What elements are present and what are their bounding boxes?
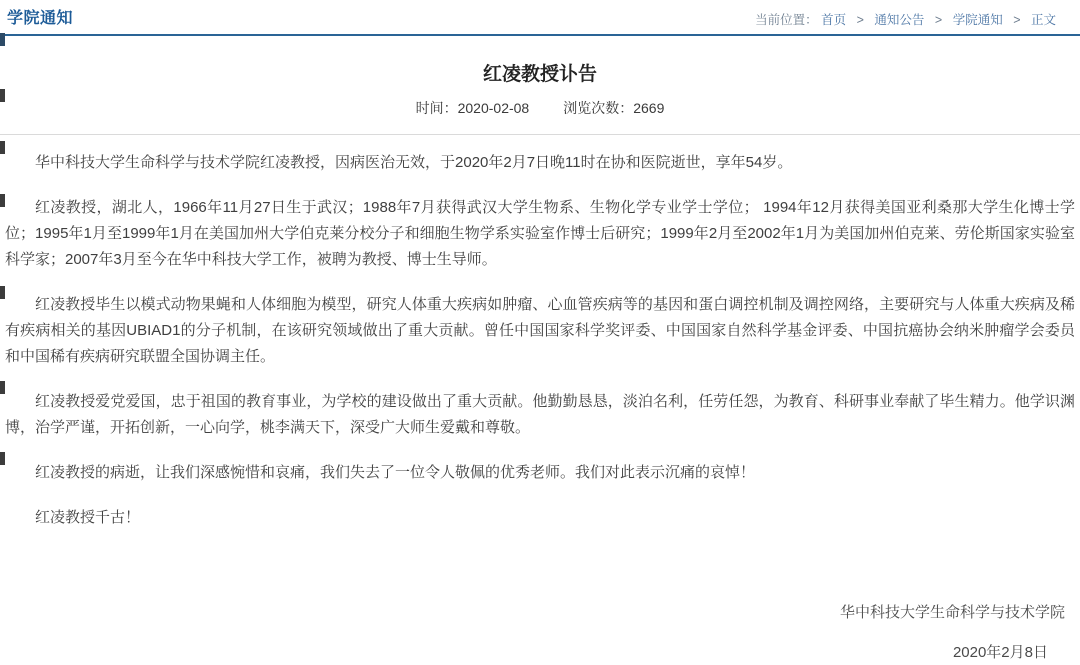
paragraph-biography: 红凌教授，湖北人，1966年11月27日生于武汉；1988年7月获得武汉大学生物系、生物化学专业学士学位； 1994年12月获得美国亚利桑那大学生化博士学位；1995年1月至1999年1月在美国加州大学伯克莱分校分子和细胞生物学系实验室作博士后研究；1999年2月至2002年1月为美国加州伯克莱、劳伦斯国家实验室科学家；2007年3月至今在华中科技大学工作，被聘为教授、博士生导师。: [5, 199, 1075, 268]
signature-date: 2020年2月8日: [952, 644, 1048, 661]
article-title: 红凌教授讣告: [482, 64, 597, 85]
paragraph-research: 红凌教授毕生以模式动物果蝇和人体细胞为模型，研究人体重大疾病如肿瘤、心血管疾病等的基因和蛋白调控机制及调控网络，主要研究与人体重大疾病及稀有疾病相关的基因UBIAD1的分子机制，在该研究领域做出了重大贡献。曾任中国国家科学奖评委、中国国家自然科学基金评委、中国抗癌协会纳米肿瘤学会委员和中国稀有疾病研究联盟全国协调主任。: [5, 296, 1075, 365]
breadcrumb-item-college-notices[interactable]: 学院通知: [952, 13, 1003, 27]
breadcrumb-separator: >: [856, 13, 864, 27]
notice-article: [0, 62, 1080, 662]
breadcrumb-label: 当前位置：: [755, 13, 818, 27]
article-meta: [0, 98, 1080, 118]
paragraph-character: 红凌教授爱党爱国，忠于祖国的教育事业，为学校的建设做出了重大贡献。他勤勤恳恳，淡泊名利，任劳任怨，为教育、科研事业奉献了毕生精力。他学识渊博，治学严谨，开拓创新，一心向学，桃李满天下，深受广大师生爱戴和尊敬。: [5, 393, 1075, 436]
breadcrumb-separator: >: [1013, 13, 1021, 27]
breadcrumb-item-announcements[interactable]: 通知公告: [874, 13, 925, 27]
edge-artifact: [0, 381, 5, 394]
edge-artifact: [0, 452, 5, 465]
edge-artifact: [0, 194, 5, 207]
views-label: 浏览次数：: [563, 100, 634, 116]
breadcrumb: [755, 10, 1056, 28]
edge-artifact: [0, 33, 5, 46]
signature: 华中科技大学生命科学与技术学院: [839, 604, 1065, 621]
views-value: 2669: [633, 100, 665, 116]
page-title: 学院通知: [7, 10, 74, 27]
edge-artifact: [0, 89, 5, 102]
article-body: [0, 135, 1080, 531]
breadcrumb-item-home[interactable]: 首页: [821, 13, 847, 27]
paragraph-intro: 华中科技大学生命科学与技术学院红凌教授，因病医治无效，于2020年2月7日晚11时在协和医院逝世，享年54岁。: [35, 154, 793, 171]
top-bar: [0, 0, 1080, 34]
paragraph-condolence: 红凌教授的病逝，让我们深感惋惜和哀痛，我们失去了一位令人敬佩的优秀老师。我们对此表示沉痛的哀悼！: [35, 464, 756, 481]
breadcrumb-item-current[interactable]: 正文: [1030, 13, 1056, 27]
time-value: 2020-02-08: [457, 100, 530, 116]
edge-artifact: [0, 141, 5, 154]
edge-artifact: [0, 286, 5, 299]
paragraph-farewell: 红凌教授千古！: [35, 509, 141, 526]
header-divider: [0, 34, 1080, 36]
time-label: 时间：: [415, 100, 458, 116]
breadcrumb-separator: >: [934, 13, 943, 27]
